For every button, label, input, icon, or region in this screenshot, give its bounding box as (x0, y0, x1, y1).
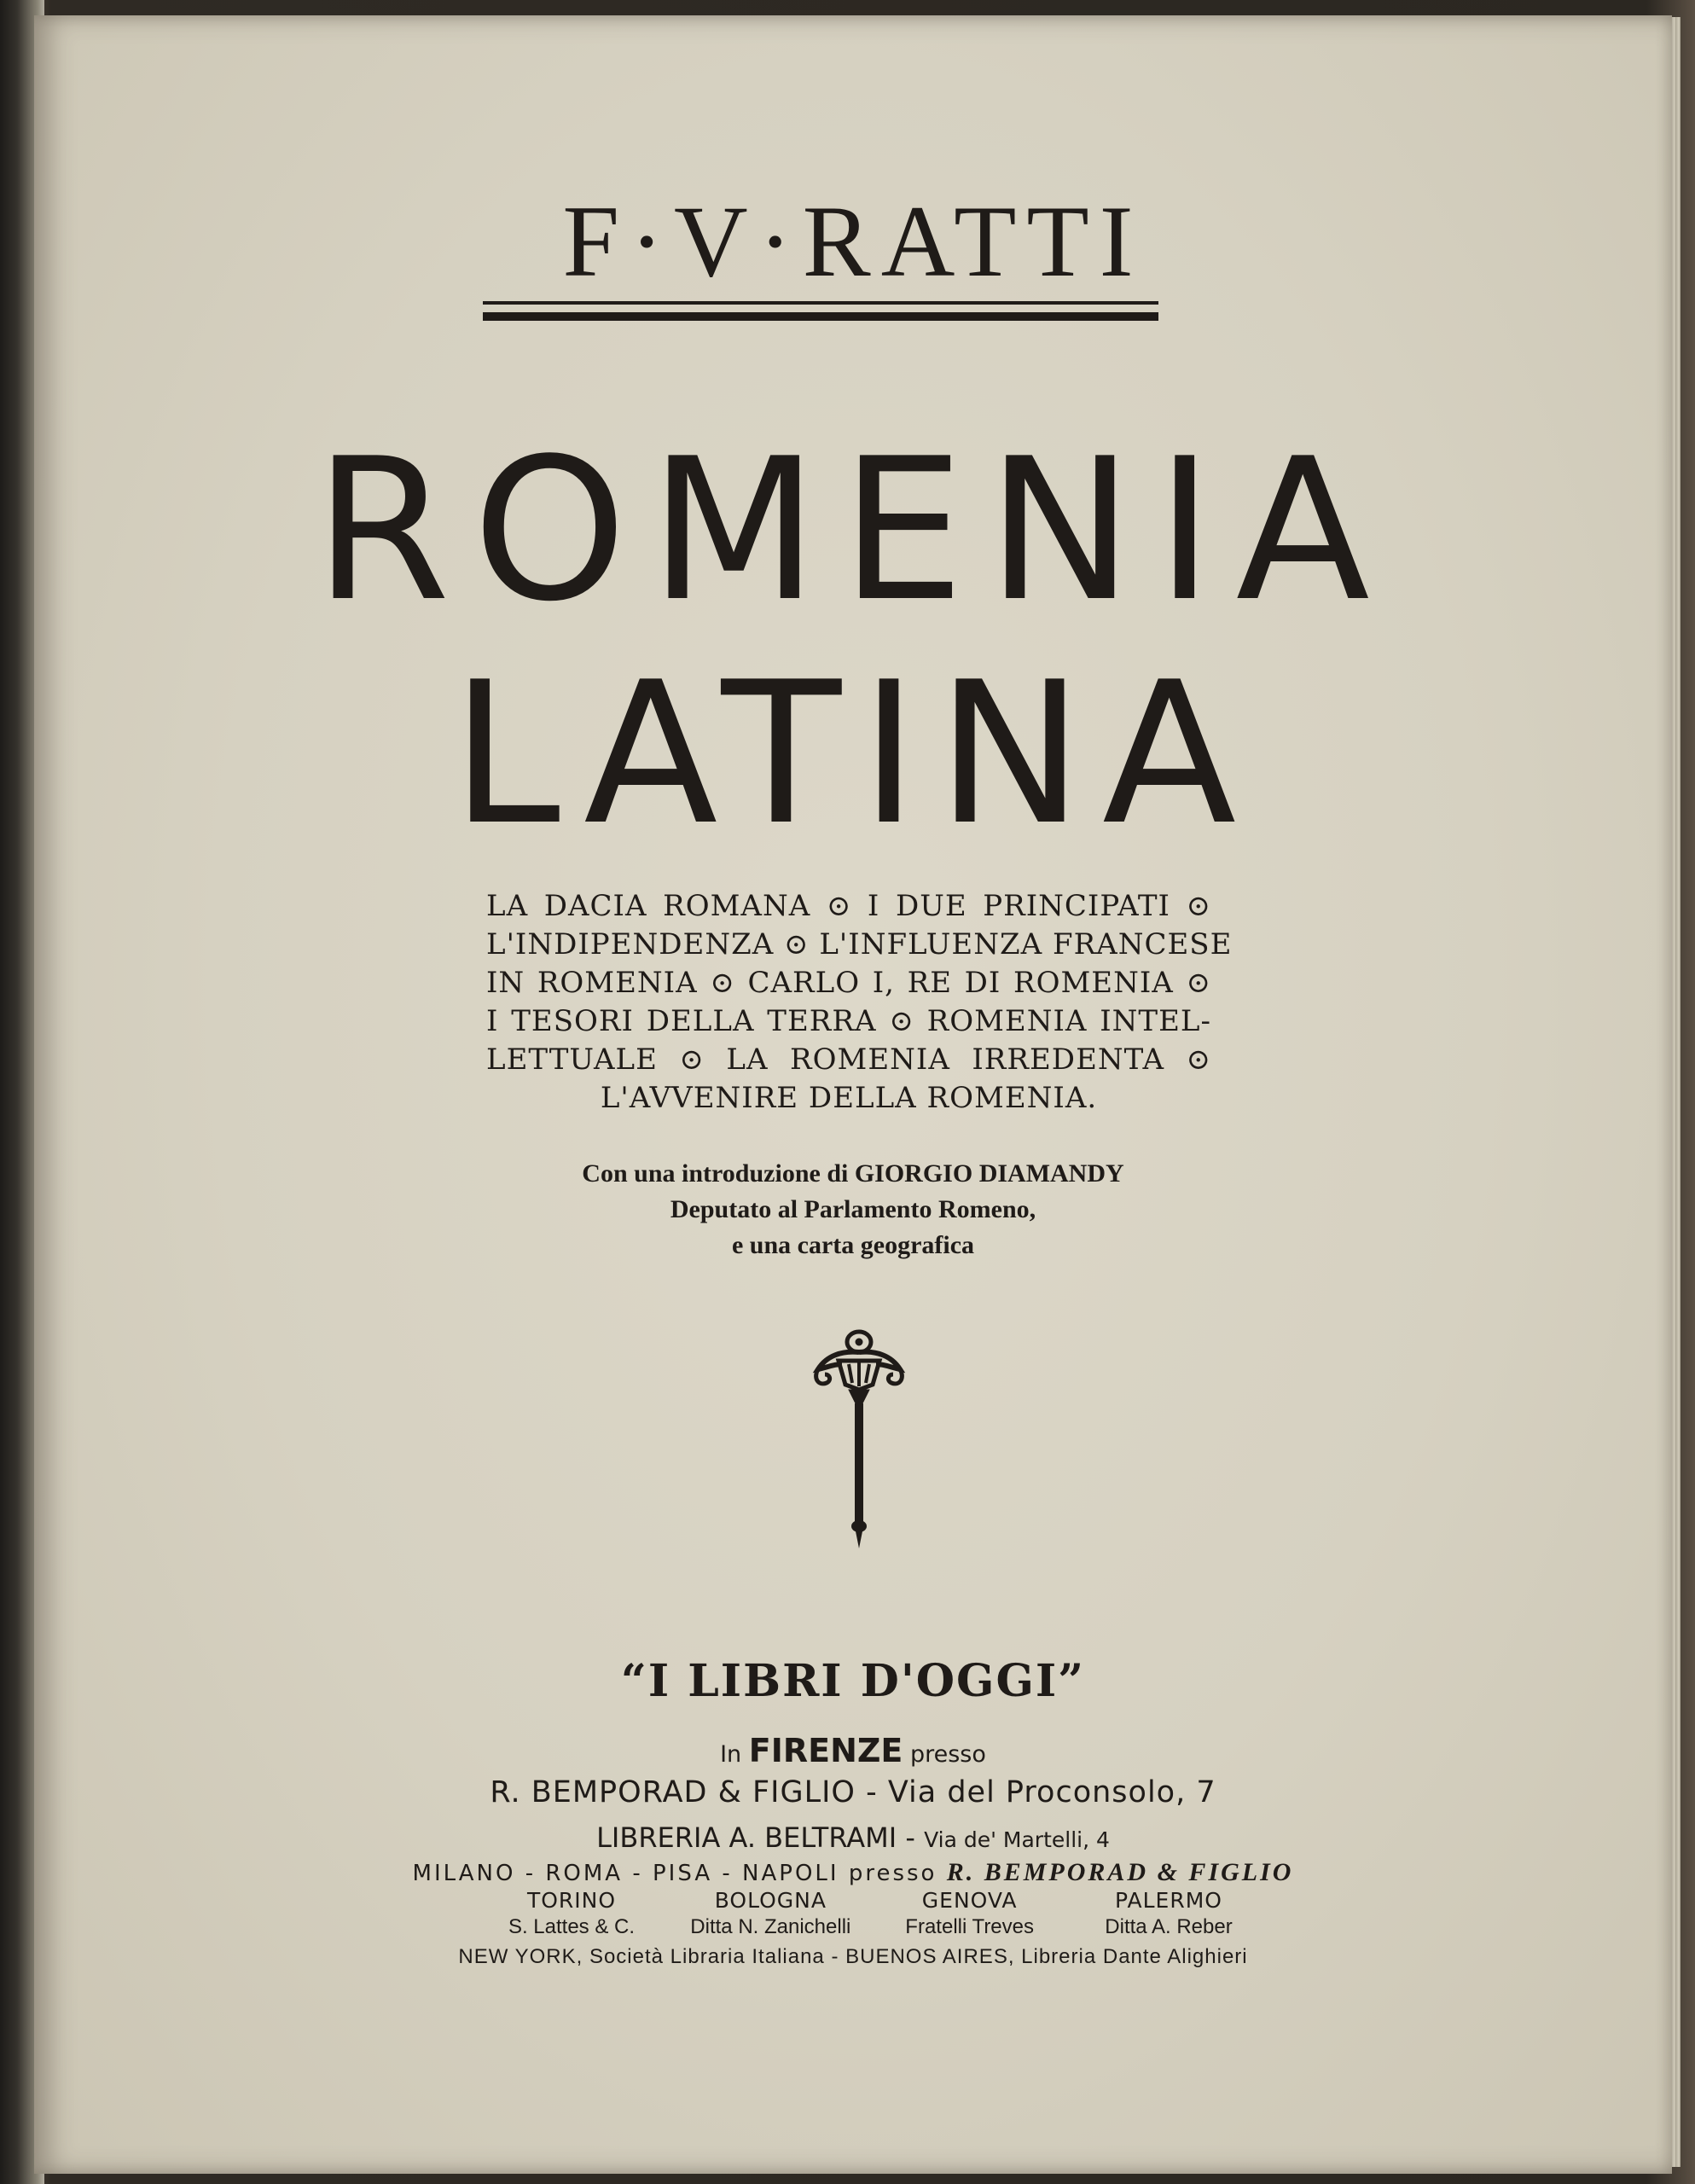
branch-item (876, 1887, 1064, 1940)
bookshop-address: Via de' Martelli, 4 (924, 1827, 1110, 1852)
branch-item (1075, 1887, 1263, 1940)
publisher-line-4 (34, 1858, 1672, 1887)
author-rule-thick (483, 312, 1158, 321)
branch-city: BOLOGNA (714, 1888, 827, 1913)
branch-shop: Fratelli Treves (905, 1915, 1034, 1938)
contents-line: I TESORI DELLA TERRA ⊙ ROMENIA INTEL- (486, 1004, 1211, 1038)
contents-line: L'AVVENIRE DELLA ROMENIA. (600, 1081, 1098, 1115)
series-name: “I LIBRI D'OGGI” (620, 1655, 1086, 1707)
intro-credit-line-2: Deputato al Parlamento Romeno, (670, 1195, 1036, 1223)
book-title-line-2: LATINA (450, 641, 1256, 868)
branch-cities: MILANO - ROMA - PISA - NAPOLI presso (412, 1861, 947, 1886)
contents-line: LETTUALE ⊙ LA ROMENIA IRREDENTA ⊙ (486, 1043, 1211, 1077)
contents-line: LA DACIA ROMANA ⊙ I DUE PRINCIPATI ⊙ (486, 889, 1211, 923)
branch-shop: Ditta A. Reber (1105, 1915, 1233, 1938)
contents-line: IN ROMENIA ⊙ CARLO I, RE DI ROMENIA ⊙ (486, 966, 1211, 1000)
branch-shop: S. Lattes & C. (508, 1915, 636, 1938)
publisher-line-2: R. BEMPORAD & FIGLIO - Via del Proconsolo, 7 (490, 1775, 1216, 1809)
contents-line: L'INDIPENDENZA ⊙ L'INFLUENZA FRANCESE (486, 927, 1233, 961)
contents-summary (486, 887, 1233, 1118)
bookshop-name: LIBRERIA A. BELTRAMI - (596, 1821, 925, 1854)
title-page (34, 15, 1672, 2174)
fleuron-torch-icon (808, 1325, 910, 1551)
author-rule-thin (483, 301, 1158, 305)
branch-firm: R. BEMPORAD & FIGLIO (946, 1858, 1294, 1886)
branch-city: TORINO (526, 1888, 617, 1913)
branch-item (478, 1887, 665, 1940)
branch-shop: Ditta N. Zanichelli (690, 1915, 851, 1938)
publisher-presso: presso (909, 1741, 986, 1768)
branch-item (676, 1887, 864, 1940)
publisher-line-1 (34, 1732, 1672, 1769)
book-title-line-1: ROMENIA (314, 417, 1392, 645)
publisher-line-3 (34, 1821, 1672, 1854)
publisher-line-foreign: NEW YORK, Società Libraria Italiana - BUENOS AIRES, Libreria Dante Alighieri (458, 1945, 1248, 1968)
branch-list (478, 1887, 1263, 1940)
intro-credit-line-3: e una carta geografica (731, 1231, 975, 1259)
branch-city: PALERMO (1115, 1888, 1222, 1913)
intro-credit-line-1: Con una introduzione di GIORGIO DIAMANDY (582, 1159, 1124, 1188)
author-name: F·V·RATTI (562, 184, 1144, 298)
publisher-city-firenze: FIRENZE (748, 1732, 903, 1769)
branch-city: GENOVA (921, 1888, 1018, 1913)
publisher-in: In (720, 1741, 742, 1768)
